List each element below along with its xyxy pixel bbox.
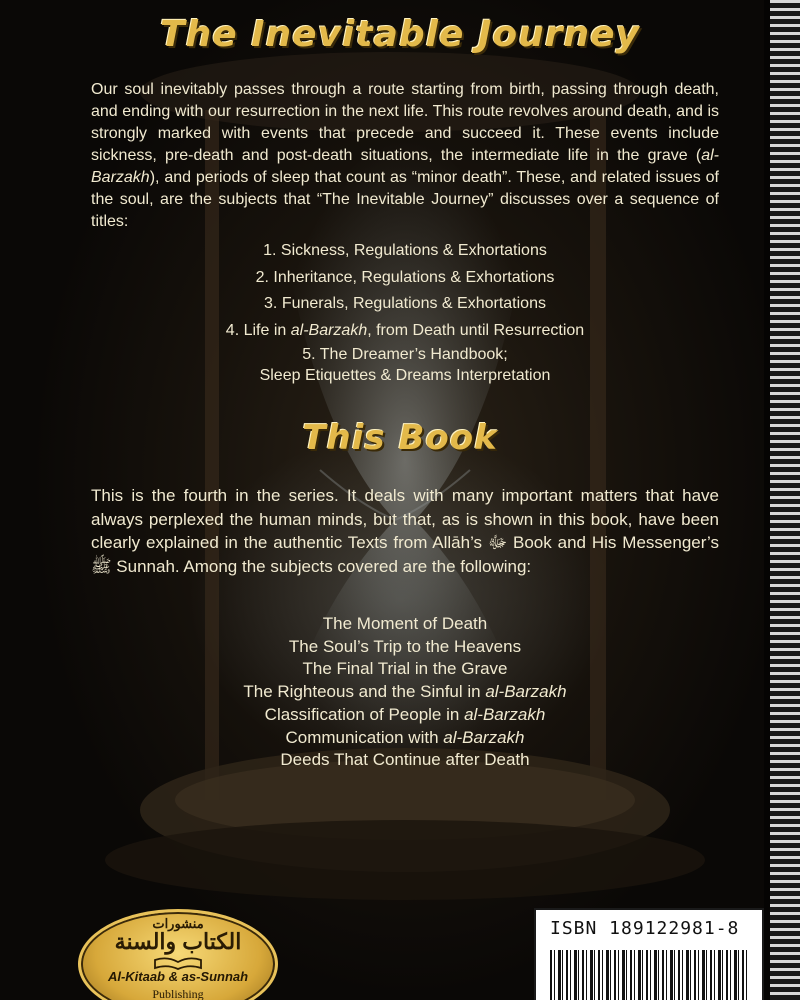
list-item: 5. The Dreamer’s Handbook; Sleep Etiquettes & Dreams Interpretation — [259, 346, 551, 384]
book-description-paragraph: This is the fourth in the series. It deals with many important matters that have always perplexed the human minds, but that, as is shown in this book, have been clearly explained in the authentic Texts from Allāh’s ﷻ Book and His Messenger’s ﷺ Sunnah. Among the subjects covered are the following: — [91, 486, 719, 576]
list-item: The Soul’s Trip to the Heavens — [288, 636, 522, 656]
series-intro-paragraph: Our soul inevitably passes through a route starting from birth, passing through death, and ending with our resurrection in the next life. This route revolves around death, and is strongly marked with events that precede and succeed it. These events include sickness, pre-death and post-death situations, the intermediate life in the grave (al-Barzakh), and periods of sleep that count as “minor death”. These, and related issues of the soul, are the subjects that “The Inevitable Journey” discusses over a sequence of titles: — [91, 81, 719, 230]
barcode — [550, 950, 748, 1000]
isbn-barcode-box — [534, 908, 764, 1000]
honorific-glyph: ﷺ — [91, 556, 112, 576]
isbn-number: ISBN 189122981-8 — [550, 918, 740, 939]
list-item: 2. Inheritance, Regulations & Exhortations — [255, 268, 555, 286]
publisher-arabic-top: منشورات — [152, 916, 204, 931]
honorific-glyph: ﷻ — [487, 533, 508, 552]
spiral-binding — [770, 0, 800, 1000]
list-item: The Righteous and the Sinful in al-Barzakh — [243, 682, 567, 702]
intro-emphasis: al-Barzakh — [91, 147, 719, 186]
list-item: Classification of People in al-Barzakh — [264, 704, 546, 724]
list-item: The Final Trial in the Grave — [302, 659, 508, 679]
list-item: Deeds That Continue after Death — [280, 750, 530, 770]
section-title: This Book — [302, 418, 498, 458]
publisher-logo — [78, 909, 278, 1000]
subjects-list — [150, 613, 660, 772]
list-item: 1. Sickness, Regulations & Exhortations — [263, 242, 547, 259]
list-item: 4. Life in al-Barzakh, from Death until Resurrection — [225, 321, 585, 339]
list-item: 3. Funerals, Regulations & Exhortations — [264, 295, 546, 312]
publisher-label: Publishing — [152, 987, 204, 1000]
open-book-icon — [153, 956, 203, 970]
list-item: The Moment of Death — [322, 614, 488, 633]
series-titles-list — [180, 238, 630, 386]
list-item: Communication with al-Barzakh — [285, 727, 525, 747]
publisher-arabic-name: الكتاب والسنة — [114, 929, 242, 954]
publisher-name: Al-Kitaab & as-Sunnah — [107, 969, 249, 984]
series-title: The Inevitable Journey — [160, 14, 640, 55]
